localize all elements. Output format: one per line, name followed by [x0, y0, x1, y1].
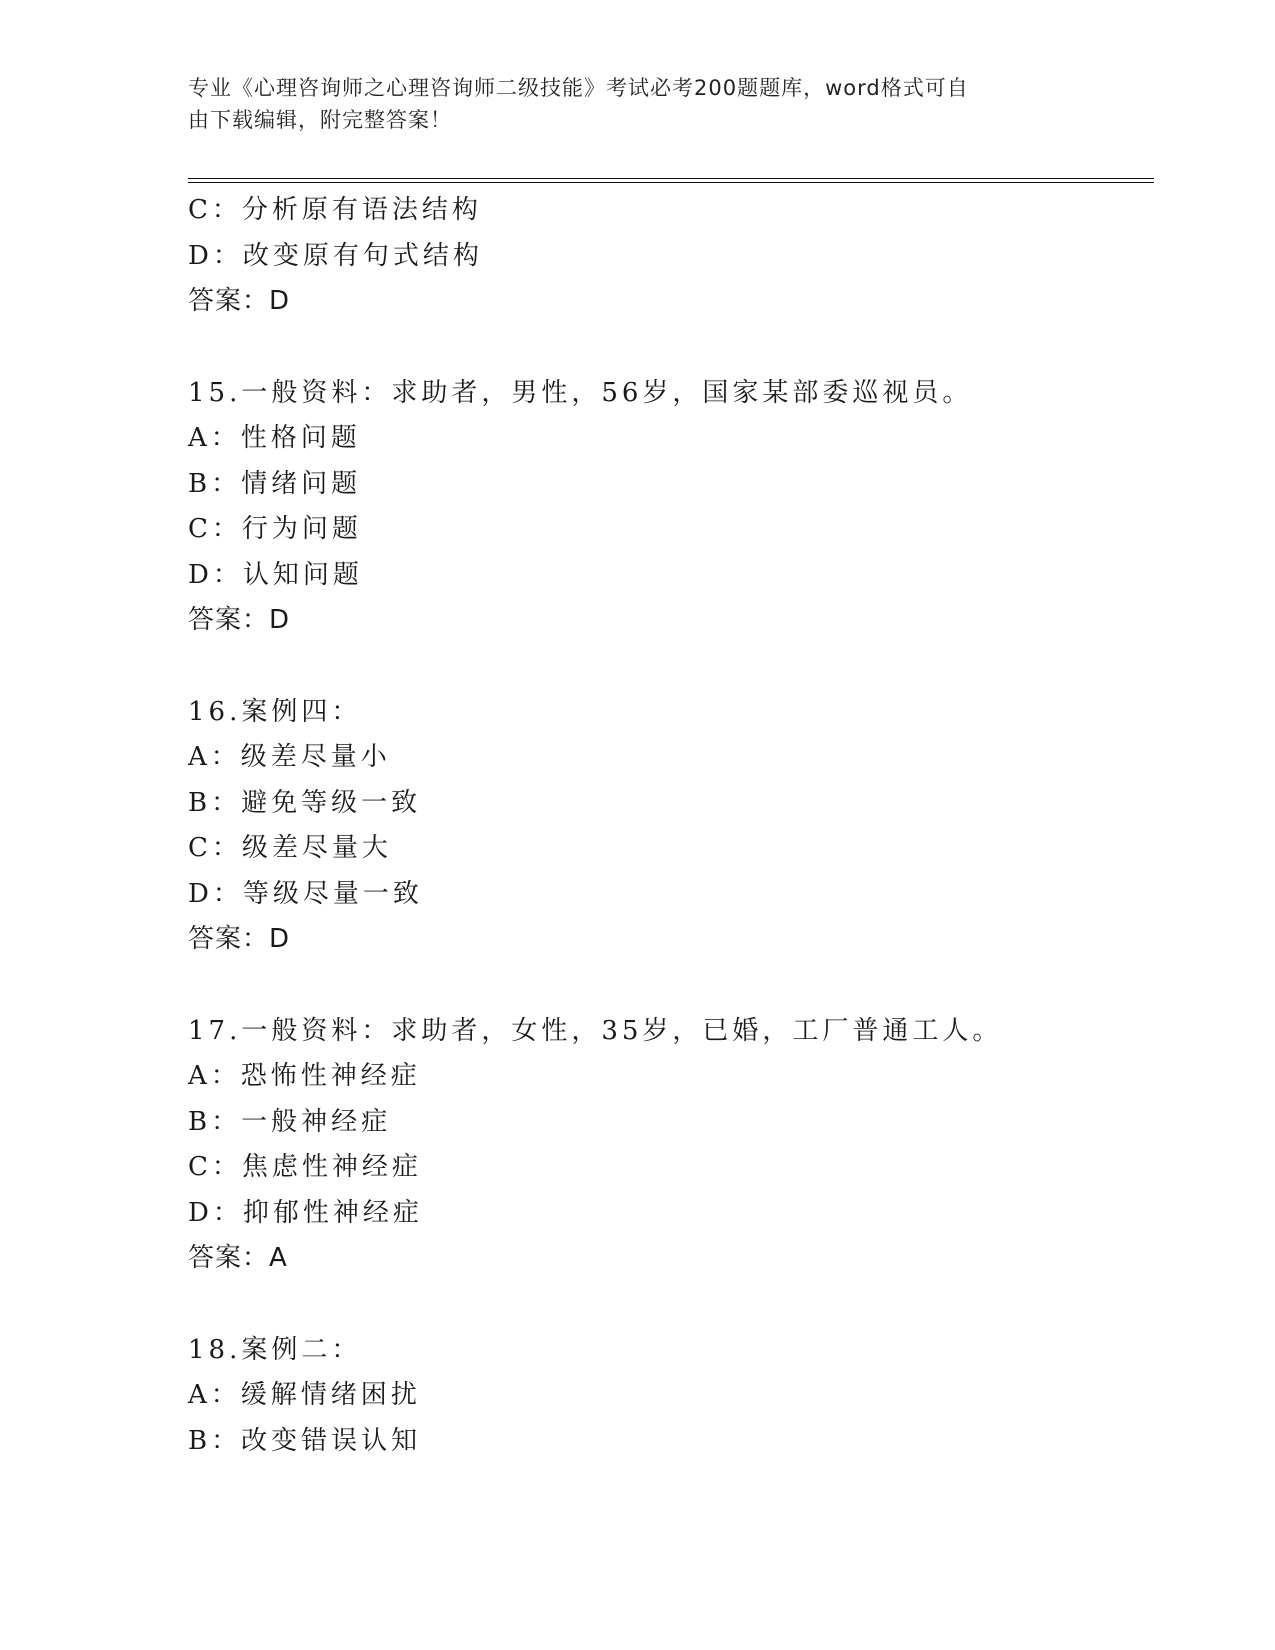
option-d: D：认知问题 — [188, 559, 363, 590]
answer: 答案：A — [188, 1243, 288, 1273]
question-15 — [188, 371, 1148, 644]
header-divider-bottom — [188, 182, 1154, 183]
answer: 答案：D — [188, 286, 291, 316]
answer: 答案：D — [188, 605, 291, 635]
option-b: B：情绪问题 — [188, 468, 362, 499]
header-divider-top — [188, 178, 1154, 179]
option-b: B：避免等级一致 — [188, 787, 422, 818]
option-d: D：改变原有句式结构 — [188, 240, 483, 271]
question-stem: 18.案例二： — [188, 1334, 362, 1365]
answer: 答案：D — [188, 924, 291, 954]
option-a: A：性格问题 — [188, 423, 361, 453]
question-list — [188, 188, 1148, 1464]
option-a: A：恐怖性神经症 — [188, 1061, 421, 1091]
question-18 — [188, 1328, 1148, 1465]
question-17 — [188, 1009, 1148, 1282]
header-line-2: 由下载编辑，附完整答案！ — [188, 108, 452, 132]
question-stem: 15.一般资料：求助者，男性，56岁，国家某部委巡视员。 — [188, 377, 973, 408]
header-line-1: 专业《心理咨询师之心理咨询师二级技能》考试必考200题题库，word格式可自 — [188, 76, 969, 100]
option-c: C：焦虑性神经症 — [188, 1152, 422, 1182]
option-c: C：级差尽量大 — [188, 833, 392, 863]
option-c: C：行为问题 — [188, 514, 362, 544]
option-b: B：一般神经症 — [188, 1106, 392, 1137]
option-d: D：等级尽量一致 — [188, 878, 423, 909]
question-16 — [188, 690, 1148, 963]
question-stem: 16.案例四： — [188, 696, 362, 727]
option-a: A：缓解情绪困扰 — [188, 1380, 421, 1410]
question-stem: 17.一般资料：求助者，女性，35岁，已婚，工厂普通工人。 — [188, 1015, 1003, 1046]
question-14-continued — [188, 188, 1148, 325]
option-c: C：分析原有语法结构 — [188, 195, 482, 225]
option-a: A：级差尽量小 — [188, 742, 391, 772]
document-header — [188, 72, 1068, 136]
option-d: D：抑郁性神经症 — [188, 1197, 423, 1228]
option-b: B：改变错误认知 — [188, 1425, 422, 1456]
